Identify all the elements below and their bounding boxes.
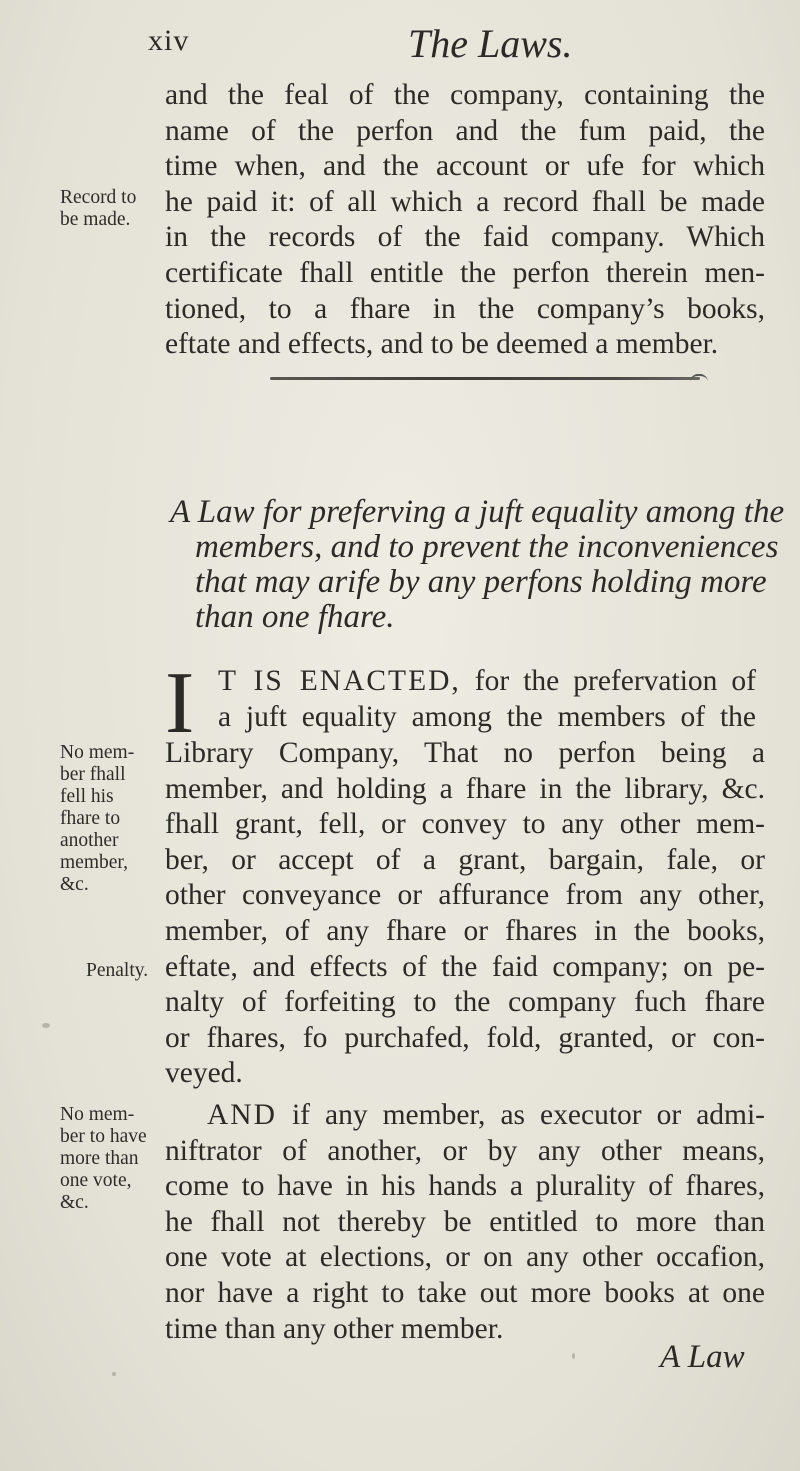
title-line: members, and to prevent the inconveniences — [195, 529, 779, 565]
text-line: and the feal of the company, containing the — [165, 79, 765, 111]
text-line: nalty of forfeiting to the company fuch fhare — [165, 986, 765, 1019]
margin-line: Penalty. — [86, 960, 149, 981]
text-line: a juft equality among the members of the — [218, 701, 756, 733]
paragraph-enactment — [165, 736, 765, 1092]
text-line: he paid it: of all which a record fhall be made — [165, 185, 765, 218]
paragraph-record — [165, 78, 765, 363]
enactment-first-line — [218, 664, 756, 700]
text-span: if any member, as executor or admi- — [276, 1099, 765, 1131]
drop-cap: I — [165, 655, 195, 752]
margin-line: fell his — [60, 786, 114, 807]
enactment-second-line — [218, 700, 756, 736]
margin-line: ber fhall — [60, 764, 126, 785]
paragraph-plurality — [165, 1098, 765, 1347]
text-line: eftate, and effects of the faid company; on pe- — [165, 950, 765, 983]
catchword: A Law — [660, 1339, 745, 1375]
margin-line: member, — [60, 852, 128, 873]
margin-line: &c. — [60, 1192, 89, 1213]
margin-line: Record to — [60, 187, 137, 208]
margin-note-penalty — [86, 960, 196, 982]
text-line: one vote at elections, or on any other occafion, — [165, 1241, 765, 1274]
paper-speck — [42, 1023, 50, 1028]
text-line: niftrator of another, or by any other means, — [165, 1134, 765, 1167]
text-line: member, of any fhare or fhares in the books, — [165, 914, 765, 947]
paper-speck — [112, 1372, 116, 1376]
title-line: than one fhare. — [195, 599, 395, 635]
text-line: come to have in his hands a plurality of fhares, — [165, 1170, 765, 1203]
and-caps: AND — [207, 1099, 277, 1131]
divider-flourish — [690, 374, 708, 384]
text-line: nor have a right to take out more books at one — [165, 1276, 765, 1309]
text-line: he fhall not thereby be entitled to more than — [165, 1205, 765, 1238]
margin-line: No mem- — [60, 742, 135, 763]
text-line: time when, and the account or ufe for which — [165, 150, 765, 183]
margin-line: another — [60, 830, 119, 851]
margin-note-no-member-sell — [60, 742, 170, 896]
paper-speck — [572, 1353, 575, 1359]
text-line: ber, or accept of a grant, bargain, fale, or — [165, 843, 765, 876]
enacted-caps: T IS ENACTED, — [218, 665, 461, 697]
text-line: certificate fhall entitle the perfon therein men- — [165, 256, 765, 289]
text-line: veyed. — [165, 1057, 243, 1090]
text-span: for the prefervation of — [460, 665, 756, 697]
running-title: The Laws. — [408, 21, 573, 66]
margin-note-record — [60, 187, 170, 231]
text-line: or fhares, fo purchafed, fold, granted, or con- — [165, 1021, 765, 1054]
text-line: eftate and effects, and to be deemed a member. — [165, 328, 719, 361]
text-line: fhall grant, fell, or convey to any other mem- — [165, 808, 765, 841]
text-line: tioned, to a fhare in the company’s books, — [165, 292, 765, 325]
margin-line: more than — [60, 1148, 139, 1169]
text-line: member, and holding a fhare in the library, &c. — [165, 772, 765, 805]
text-line: in the records of the faid company. Which — [165, 221, 765, 254]
page-header — [148, 20, 708, 64]
text-line: other conveyance or affurance from any other, — [165, 879, 765, 912]
margin-line: fhare to — [60, 808, 121, 829]
text-line: time than any other member. — [165, 1312, 504, 1345]
margin-line: No mem- — [60, 1104, 135, 1125]
text-line: Library Company, That no perfon being a — [165, 737, 765, 769]
margin-line: ber to have — [60, 1126, 147, 1147]
section-divider — [270, 377, 700, 380]
margin-line: &c. — [60, 874, 89, 895]
title-line: A Law for preferving a juft equality among the — [170, 494, 785, 530]
law-title — [170, 494, 785, 635]
margin-note-one-vote — [60, 1104, 170, 1214]
page-number: xiv — [148, 24, 190, 57]
text-line: name of the perfon and the fum paid, the — [165, 114, 765, 147]
margin-line: one vote, — [60, 1170, 132, 1191]
margin-line: be made. — [60, 209, 131, 230]
title-line: that may arife by any perfons holding more — [195, 564, 767, 600]
